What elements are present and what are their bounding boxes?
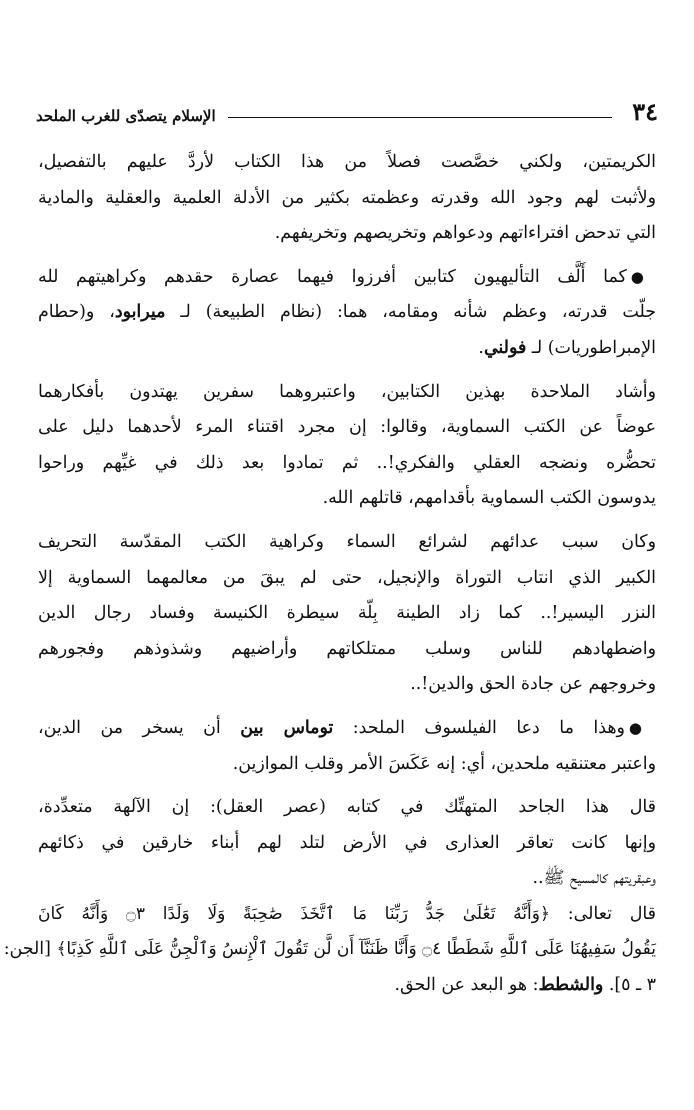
author-name: ميرابود xyxy=(114,302,166,323)
text-line: وهذا ما دعا الفيلسوف الملحد: xyxy=(333,717,625,738)
text-line: تحضُّره ونضجه العقلي والفكري!.. ثم تمادوا بعد ذلك في غيِّهم وراحوا xyxy=(38,452,656,473)
text-line: وعبقريتهم كالمسيح ﷺ.. xyxy=(532,868,656,889)
bullet-icon: ● xyxy=(628,718,656,737)
text-line: وخروجهم عن جادة الحق والدين!.. xyxy=(410,674,656,695)
paragraph xyxy=(38,790,656,897)
bullet-paragraph xyxy=(38,260,656,367)
definition: : هو البعد عن الحق. xyxy=(394,975,539,996)
bullet-paragraph xyxy=(38,711,656,782)
body-text xyxy=(3,145,657,1004)
text-line: وأشاد الملاحدة بهذين الكتابين، واعتبروهما سفرين يهتدون بأفكارهما xyxy=(38,381,656,402)
page-header xyxy=(36,90,658,124)
text-line: عوضاً عن الكتب السماوية، وقالوا: إن مجرد اقتناء المرء لأحدهما دليل على xyxy=(38,417,656,438)
verse-intro: قال تعالى: xyxy=(549,903,656,924)
text-line: وإنها كانت تعاقر العذارى في الأرض لتلد لهم أبناء خارقين في ذكائهم xyxy=(38,832,656,853)
running-title: الإسلام يتصدّى للغرب الملحد xyxy=(36,107,216,125)
text-line: التي تدحض افتراءاتهم ودعواهم وتخريصهم وتخريفهم. xyxy=(274,223,656,244)
bullet-icon: ● xyxy=(630,267,656,286)
quran-verse: ﴿وَأَنَّهُ تَعَٰلَىٰ جَدُّ رَبِّنَا مَا ٱتَّخَذَ صَٰحِبَةً وَلَا وَلَدًا ۝٣ وَأَنَّهُ كَانَ xyxy=(38,903,550,924)
page-number: ٣٤ xyxy=(632,97,658,126)
quran-paragraph xyxy=(3,897,656,1004)
paragraph xyxy=(38,375,656,517)
author-name: فولني xyxy=(483,337,527,358)
quran-verse: يَقُولُ سَفِيهُنَا عَلَى ٱللَّهِ شَطَطًا ۝٤ وَأَنَّا ظَنَنَّآ أَن لَّن تَقُولَ ٱلْإِنسُ وَٱلْجِنُّ عَلَى ٱللَّهِ كَذِبًا﴾ xyxy=(56,939,656,960)
text-line: الكبير الذي انتاب التوراة والإنجيل، حتى لم يبقَ من معالمهما السماوية إلا xyxy=(38,567,656,588)
author-name: توماس بين xyxy=(240,717,334,738)
text-line: قال هذا الجاحد المتهتِّك في كتابه (عصر العقل): إن الآلهة متعدِّدة، xyxy=(38,797,656,818)
text-line: ولأثبت لهم وجود الله وقدرته وعظمته بكثير من الأدلة العلمية والعقلية والمادية xyxy=(38,187,656,208)
text-fragment: . xyxy=(478,337,484,358)
text-line: يدوسون الكتب السماوية بأقدامهم، قاتلهم الله. xyxy=(322,488,656,509)
text-line: كما أَلَّف التأليهيون كتابين أفرزوا فيهما عصارة حقدهم وكراهيتهم لله xyxy=(38,266,627,287)
text-line: الإمبراطوريات) لـ xyxy=(526,337,656,358)
verse-reference: [الجن: xyxy=(3,939,57,960)
text-fragment: أن يسخر من الدين، xyxy=(38,717,241,738)
text-line: واضطهادهم للناس وسلب ممتلكاتهم وأراضيهم وشذوذهم وفجورهم xyxy=(38,638,656,659)
text-line: وكان سبب عدائهم لشرائع السماء وكراهية الكتب المقدّسة التحريف xyxy=(38,531,656,552)
text-line: واعتبر معتنقيه ملحدين، أي: إنه عَكَسَ الأمر وقلب الموازين. xyxy=(232,753,656,774)
header-rule xyxy=(228,117,613,118)
term: والشطط xyxy=(538,975,604,996)
text-line: النزر اليسير!.. كما زاد الطينة بِلّة سيطرة الكنيسة وفساد رجال الدين xyxy=(38,603,656,624)
verse-reference: ٣ ـ ٥]. xyxy=(603,975,656,996)
paragraph xyxy=(38,145,656,252)
paragraph xyxy=(38,525,656,703)
text-line: الكريمتين، ولكني خصَّصت فصلاً من هذا الكتاب لأردَّ عليهم بالتفصيل، xyxy=(38,152,656,172)
text-line: جلّت قدرته، وعظم شأنه ومقامه، هما: (نظام الطبيعة) لـ xyxy=(165,302,657,323)
text-fragment: ، و(حطام xyxy=(38,302,115,323)
